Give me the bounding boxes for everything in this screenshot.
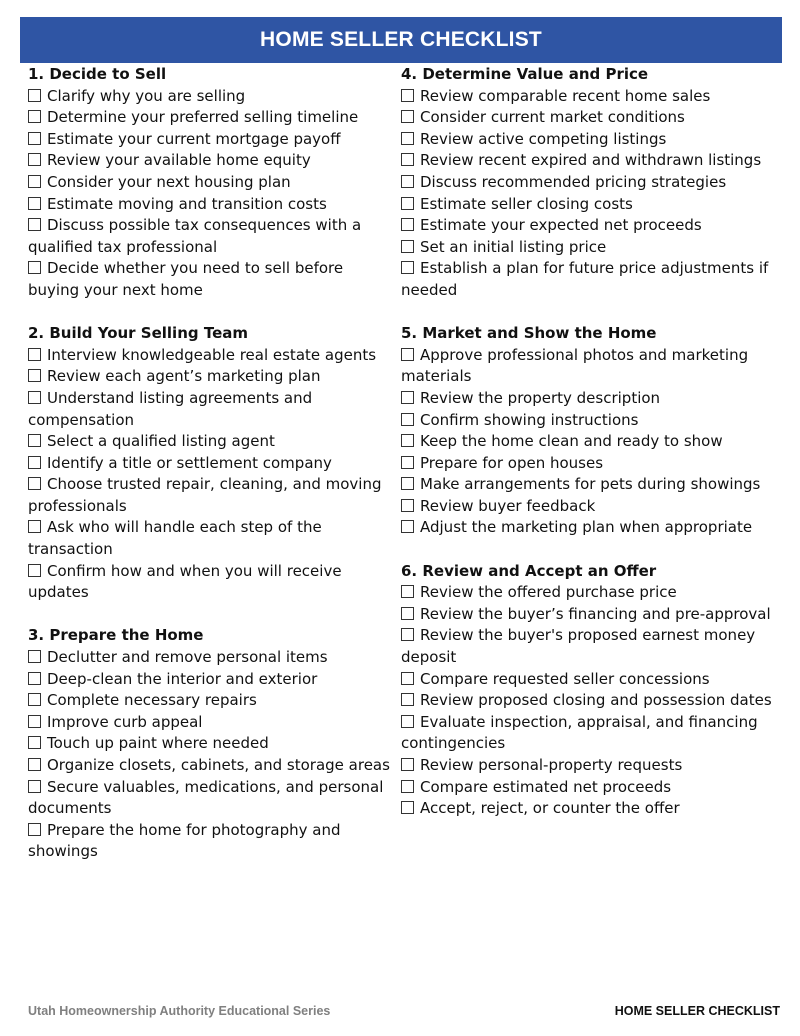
checklist-item [401,777,779,799]
checkbox-icon[interactable] [401,240,414,253]
checklist-item [28,345,390,367]
checklist-item-label: Interview knowledgeable real estate agents [47,345,377,364]
checklist-item-label: Declutter and remove personal items [47,648,328,667]
checklist-item-label: Discuss possible tax consequences with a qualified tax professional [28,216,362,256]
checklist-item [401,604,779,626]
checklist-item-label: Touch up paint where needed [47,734,269,753]
checklist-item [28,431,390,453]
checklist-item [28,517,390,560]
checkbox-icon[interactable] [28,823,41,836]
checkbox-icon[interactable] [401,758,414,771]
checkbox-icon[interactable] [401,175,414,188]
checkbox-icon[interactable] [401,801,414,814]
checklist-item [28,561,390,604]
checklist-item [401,410,779,432]
checklist-item [401,107,779,129]
checklist-item-label: Clarify why you are selling [47,86,246,105]
checkbox-icon[interactable] [401,628,414,641]
checkbox-icon[interactable] [401,261,414,274]
checklist-item-label: Choose trusted repair, cleaning, and moving professionals [28,475,382,515]
checklist-item-label: Review proposed closing and possession dates [420,691,772,710]
checklist-item [401,237,779,259]
checklist-item-label: Review buyer feedback [420,496,596,515]
checklist-item-label: Ask who will handle each step of the transaction [28,518,322,559]
checklist-item [28,150,390,172]
checklist-item-label: Deep-clean the interior and exterior [47,669,318,688]
checkbox-icon[interactable] [401,456,414,469]
checkbox-icon[interactable] [401,499,414,512]
checklist-item-label: Estimate seller closing costs [420,194,633,213]
checklist-item-label: Estimate moving and transition costs [47,194,327,213]
checklist-item [401,496,779,518]
checkbox-icon[interactable] [401,153,414,166]
checklist-item [28,366,390,388]
checkbox-icon[interactable] [401,672,414,685]
checklist-item-label: Compare estimated net proceeds [420,777,672,796]
checklist-item-label: Review active competing listings [420,129,667,148]
checkbox-icon[interactable] [28,736,41,749]
checklist-item [401,712,779,755]
checkbox-icon[interactable] [28,110,41,123]
checklist-item [401,798,779,820]
checkbox-icon[interactable] [28,348,41,361]
checkbox-icon[interactable] [28,391,41,404]
checklist-item-label: Estimate your expected net proceeds [420,216,702,235]
checkbox-icon[interactable] [28,564,41,577]
checklist-item-label: Compare requested seller concessions [420,669,710,688]
checkbox-icon[interactable] [401,132,414,145]
checklist-item-label: Discuss recommended pricing strategies [420,172,727,191]
checklist-item-label: Secure valuables, medications, and personal documents [28,777,384,818]
checklist-item-label: Review your available home equity [47,151,311,170]
checklist-item-label: Adjust the marketing plan when appropriate [420,518,753,537]
checklist-item-label: Decide whether you need to sell before buying your next home [28,259,344,299]
checklist-item-label: Make arrangements for pets during showings [420,475,761,494]
checklist-item-label: Approve professional photos and marketing materials [401,345,749,386]
checklist-item [401,194,779,216]
checklist-item-label: Review the property description [420,388,661,407]
checkbox-icon[interactable] [28,650,41,663]
checklist-item [401,215,779,237]
checklist-item-label: Select a qualified listing agent [47,432,275,451]
checklist-item-label: Keep the home clean and ready to show [420,432,723,451]
checkbox-icon[interactable] [401,348,414,361]
checklist-item [401,388,779,410]
checklist-item [401,431,779,453]
footer-document-title: HOME SELLER CHECKLIST [614,1004,780,1018]
checklist-item [28,172,390,194]
checkbox-icon[interactable] [28,456,41,469]
checklist-item-label: Prepare for open houses [420,453,604,472]
checklist-item-label: Accept, reject, or counter the offer [420,799,680,818]
checkbox-icon[interactable] [401,110,414,123]
checkbox-icon[interactable] [401,434,414,447]
checkbox-icon[interactable] [28,715,41,728]
checklist-item-label: Estimate your current mortgage payoff [47,129,341,148]
checklist-item [401,86,779,108]
checklist-item [28,388,390,431]
checklist-item [401,625,779,668]
checklist-item-label: Review personal-property requests [420,756,683,774]
section-heading: 1. Decide to Sell [28,65,167,83]
checkbox-icon[interactable] [401,197,414,210]
checklist-item [401,345,779,388]
footer-series-label: Utah Homeownership Authority Educational Series [28,1004,331,1018]
checklist-item-label: Confirm showing instructions [420,410,639,429]
checkbox-icon[interactable] [28,520,41,533]
checklist-item [28,647,390,669]
checklist-item [401,755,779,777]
checklist-item [28,258,390,301]
checklist-item-label: Review the buyer’s financing and pre-approval [420,604,771,623]
checkbox-icon[interactable] [401,585,414,598]
checklist-item [28,690,390,712]
checkbox-icon[interactable] [401,520,414,533]
checklist-item-label: Identify a title or settlement company [47,453,332,472]
checkbox-icon[interactable] [28,369,41,382]
section-heading: 3. Prepare the Home [28,626,204,645]
section-heading: 2. Build Your Selling Team [28,324,249,343]
checklist-item [401,172,779,194]
checkbox-icon[interactable] [28,175,41,188]
checklist-item-label: Complete necessary repairs [47,691,257,710]
checkbox-icon[interactable] [401,413,414,426]
checkbox-icon[interactable] [401,89,414,102]
checklist-item [28,107,390,129]
checklist-item [28,777,390,820]
checklist-column-left [28,64,390,885]
checklist-item-label: Determine your preferred selling timeline [47,108,359,127]
checkbox-icon[interactable] [28,434,41,447]
checkbox-icon[interactable] [28,780,41,793]
checklist-item [401,129,779,151]
checkbox-icon[interactable] [28,693,41,706]
checkbox-icon[interactable] [401,391,414,404]
checkbox-icon[interactable] [401,218,414,231]
checklist-section [28,625,390,863]
checklist-item [28,712,390,734]
checklist-item [401,669,779,691]
checklist-item [28,194,390,216]
checklist-item-label: Review each agent’s marketing plan [47,367,321,386]
checklist-item-label: Set an initial listing price [420,237,607,256]
checklist-item [401,690,779,712]
checkbox-icon[interactable] [401,607,414,620]
checkbox-icon[interactable] [401,715,414,728]
checklist-item [28,669,390,691]
checklist-item [28,474,390,517]
checkbox-icon[interactable] [28,197,41,210]
checklist-item-label: Consider your next housing plan [47,172,291,191]
section-heading: 5. Market and Show the Home [401,324,657,343]
checklist-item-label: Review the offered purchase price [420,583,677,602]
checklist-item-label: Review comparable recent home sales [420,86,711,105]
checkbox-icon[interactable] [28,672,41,685]
checkbox-icon[interactable] [28,758,41,771]
checklist-item [401,150,779,172]
checkbox-icon[interactable] [28,89,41,102]
checklist-section [28,64,390,302]
checklist-item [28,129,390,151]
checklist-item [401,453,779,475]
checklist-item [401,474,779,496]
checkbox-icon[interactable] [28,132,41,145]
checklist-item-label: Review recent expired and withdrawn listings [420,151,762,170]
checklist-item-label: Understand listing agreements and compensation [28,388,313,429]
section-heading: 4. Determine Value and Price [401,65,649,83]
checklist-item [28,86,390,108]
checklist-item [28,215,390,258]
checklist-item-label: Prepare the home for photography and showings [28,820,341,861]
checklist-item-label: Confirm how and when you will receive updates [28,561,342,602]
checklist-item-label: Evaluate inspection, appraisal, and financing contingencies [401,712,758,753]
checkbox-icon[interactable] [28,218,41,231]
checklist-section [28,323,390,604]
checklist-column-right [401,64,779,841]
checklist-item [401,517,779,539]
checklist-item-label: Organize closets, cabinets, and storage areas [47,756,390,774]
section-heading: 6. Review and Accept an Offer [401,561,657,580]
checklist-item-label: Improve curb appeal [47,712,203,731]
checklist-item [28,733,390,755]
checklist-section [401,561,779,820]
checklist-item [401,258,779,301]
checklist-item-label: Review the buyer's proposed earnest money deposit [401,626,756,667]
checklist-item-label: Consider current market conditions [420,108,685,127]
page-title: HOME SELLER CHECKLIST [260,28,542,51]
checklist-item [28,453,390,475]
page-header [20,17,782,63]
checkbox-icon[interactable] [28,153,41,166]
checkbox-icon[interactable] [28,261,41,274]
checklist-item [401,582,779,604]
checklist-section [401,323,779,539]
checklist-item [28,755,390,777]
checkbox-icon[interactable] [401,477,414,490]
checklist-item [28,820,390,863]
checkbox-icon[interactable] [401,693,414,706]
checkbox-icon[interactable] [28,477,41,490]
checklist-item-label: Establish a plan for future price adjustments if needed [401,259,769,299]
checkbox-icon[interactable] [401,780,414,793]
checklist-section [401,64,779,302]
